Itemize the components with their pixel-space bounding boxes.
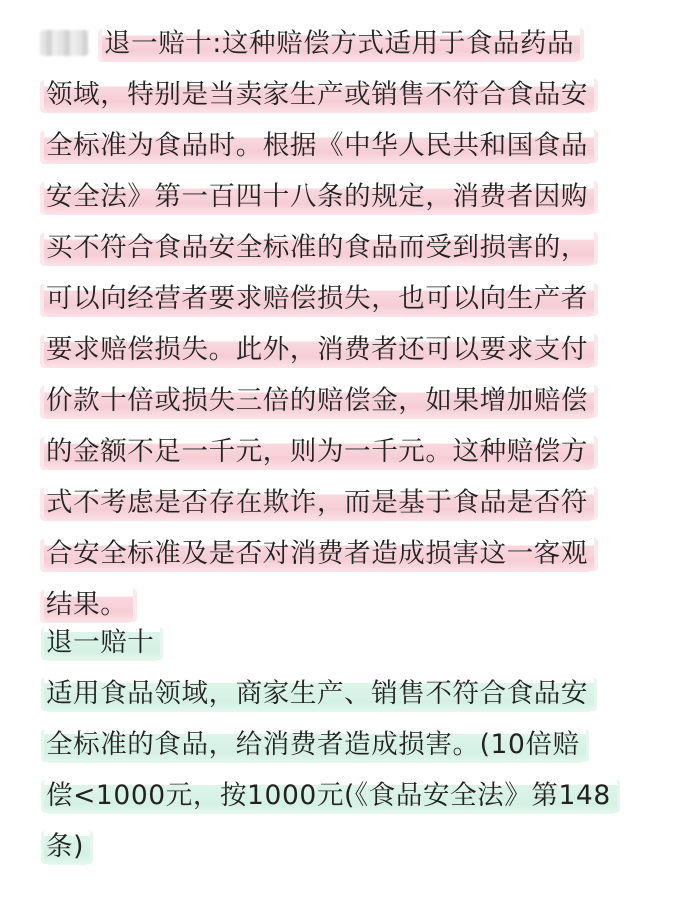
- highlighted-text: 结果。: [44, 586, 133, 623]
- summary-line: [44, 668, 644, 719]
- paragraph-line: [44, 477, 644, 528]
- paragraph-line: [44, 18, 644, 69]
- summary-title: 退一赔十: [44, 624, 160, 661]
- paragraph-line: [44, 528, 644, 579]
- highlighted-text: 安全法》第一百四十八条的规定，消费者因购: [44, 178, 594, 215]
- paragraph-line: [44, 171, 644, 222]
- summary-line: [44, 770, 644, 821]
- paragraph-line: [44, 120, 644, 171]
- highlighted-text: 买不符合食品安全标准的食品而受到损害的，: [44, 229, 594, 266]
- highlighted-text: 退一赔十:这种赔偿方式适用于食品药品: [102, 25, 580, 62]
- paragraph-line: [44, 222, 644, 273]
- summary-line: [44, 719, 644, 770]
- summary-title-line: [44, 617, 644, 668]
- highlighted-text: 价款十倍或损失三倍的赔偿金，如果增加赔偿: [44, 382, 594, 419]
- explanation-paragraph: [44, 18, 644, 630]
- highlighted-text: 全标准的食品，给消费者造成损害。(10倍赔: [44, 726, 586, 763]
- paragraph-line: [44, 426, 644, 477]
- paragraph-line: [44, 273, 644, 324]
- paragraph-line: [44, 69, 644, 120]
- highlighted-text: 合安全标准及是否对消费者造成损害这一客观: [44, 535, 594, 572]
- summary-block: [44, 617, 644, 872]
- highlighted-text: 要求赔偿损失。此外，消费者还可以要求支付: [44, 331, 594, 368]
- paragraph-line: [44, 375, 644, 426]
- summary-line: [44, 821, 644, 872]
- highlighted-text: 可以向经营者要求赔偿损失，也可以向生产者: [44, 280, 594, 317]
- highlighted-text: 条): [44, 828, 90, 865]
- highlighted-text: 的金额不足一千元，则为一千元。这种赔偿方: [44, 433, 594, 470]
- highlighted-text: 领域，特别是当卖家生产或销售不符合食品安: [44, 76, 594, 113]
- blurred-redaction-mark: [40, 30, 88, 56]
- highlighted-text: 适用食品领域，商家生产、销售不符合食品安: [44, 675, 594, 712]
- paragraph-line: [44, 324, 644, 375]
- highlighted-text: 全标准为食品时。根据《中华人民共和国食品: [44, 127, 594, 164]
- highlighted-text: 偿<1000元，按1000元(《食品安全法》第148: [44, 777, 617, 814]
- highlighted-text: 式不考虑是否存在欺诈，而是基于食品是否符: [44, 484, 594, 521]
